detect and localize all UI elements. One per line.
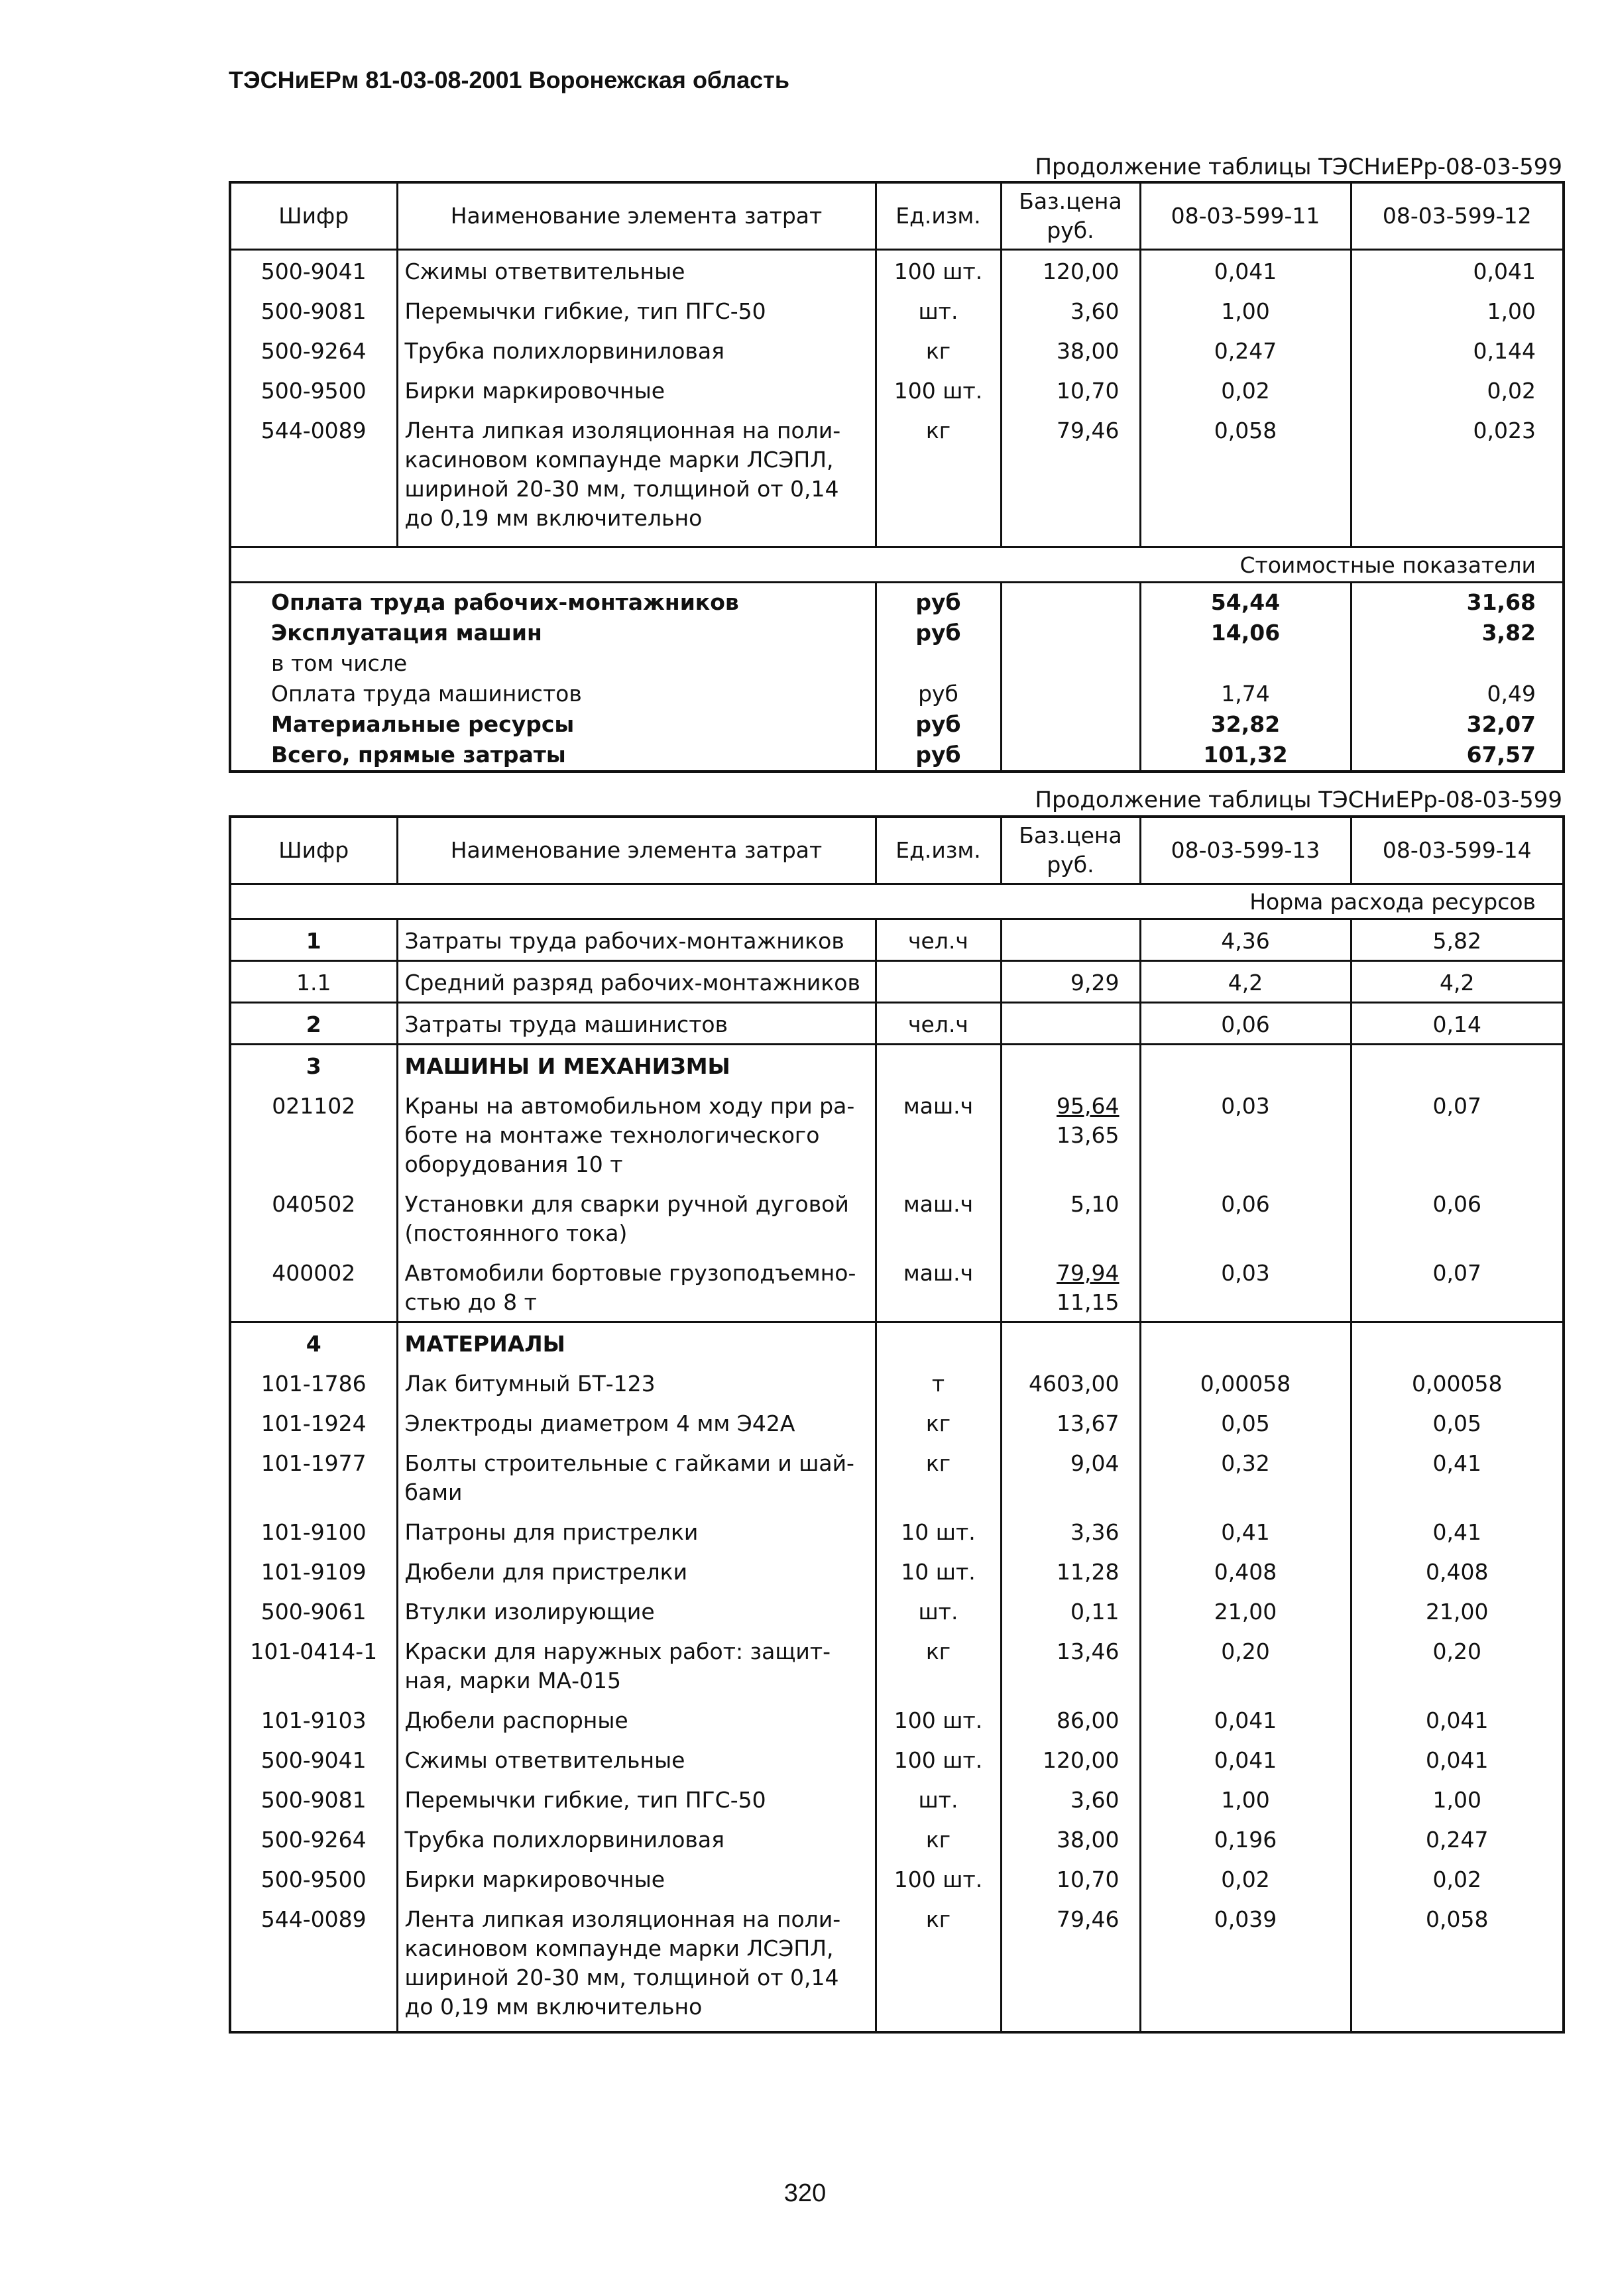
resource-price: [1001, 1252, 1140, 1322]
summary-value-11: [1140, 648, 1351, 679]
norm-value-14: 0,07: [1351, 1252, 1564, 1322]
table-row: [230, 1511, 1564, 1551]
resource-code: 500-9500: [230, 1859, 397, 1898]
table-row: [230, 1779, 1564, 1819]
price-value: 0,11: [1070, 1599, 1120, 1625]
norm-value-13: 0,41: [1140, 1511, 1351, 1551]
resource-price: [1001, 1591, 1140, 1631]
norm-value-13: 0,03: [1140, 1252, 1351, 1322]
resource-unit: кг: [876, 330, 1001, 370]
norm-value-14: 21,00: [1351, 1591, 1564, 1631]
summary-unit: руб: [876, 618, 1001, 648]
resource-name: Средний разряд рабочих-монтажников: [397, 961, 876, 1003]
resource-name: Болты строительные с гайками и шай- бами: [397, 1442, 876, 1511]
summary-unit: руб: [876, 709, 1001, 740]
price-value: 79,94: [1057, 1260, 1120, 1286]
resource-unit: т: [876, 1363, 1001, 1403]
norm-value-13: 0,408: [1140, 1551, 1351, 1591]
resource-norm-table-13-14: [229, 815, 1565, 2034]
table-row: [230, 1045, 1564, 1086]
table-row: [230, 1819, 1564, 1859]
resource-unit: кг: [876, 1403, 1001, 1442]
resource-name: Затраты труда рабочих-монтажников: [397, 919, 876, 961]
norm-value-14: 4,2: [1351, 961, 1564, 1003]
resource-unit: 10 шт.: [876, 1511, 1001, 1551]
norm-value-14: [1351, 1045, 1564, 1086]
norm-value-14: 0,41: [1351, 1511, 1564, 1551]
col-header-norm-14: 08-03-599-14: [1351, 817, 1564, 884]
summary-name: Всего, прямые затраты: [230, 740, 876, 772]
norm-value-12: 0,144: [1351, 330, 1564, 370]
summary-value-12: [1351, 648, 1564, 679]
table1-continuation-caption: Продолжение таблицы ТЭСНиЕРр-08-03-599: [1035, 154, 1562, 180]
summary-name: в том числе: [230, 648, 876, 679]
resource-code: 101-0414-1: [230, 1631, 397, 1699]
resource-unit: 100 шт.: [876, 1859, 1001, 1898]
resource-name: Лак битумный БТ-123: [397, 1363, 876, 1403]
resource-price: [1001, 1511, 1140, 1551]
resource-code: 101-1977: [230, 1442, 397, 1511]
summary-row: [230, 679, 1564, 709]
col-header-price: Баз.цена руб.: [1001, 817, 1140, 884]
table-row: [230, 1403, 1564, 1442]
table-row: [230, 1551, 1564, 1591]
resource-price: 3,60: [1001, 290, 1140, 330]
resource-name: Затраты труда машинистов: [397, 1003, 876, 1045]
table-row: [230, 1591, 1564, 1631]
col-header-name: Наименование элемента затрат: [397, 817, 876, 884]
summary-unit: руб: [876, 679, 1001, 709]
summary-price: [1001, 740, 1140, 772]
summary-name: Оплата труда рабочих-монтажников: [230, 583, 876, 618]
cost-table-11-12: [229, 181, 1565, 773]
table-row: [230, 330, 1564, 370]
summary-value-12: 67,57: [1351, 740, 1564, 772]
resource-unit: 100 шт.: [876, 1739, 1001, 1779]
resource-price: [1001, 1363, 1140, 1403]
summary-value-12: 0,49: [1351, 679, 1564, 709]
resource-price: [1001, 1045, 1140, 1086]
norm-value-12: 0,02: [1351, 370, 1564, 410]
table2-continuation-caption: Продолжение таблицы ТЭСНиЕРр-08-03-599: [1035, 787, 1562, 813]
resource-unit: чел.ч: [876, 919, 1001, 961]
norm-value-14: 0,058: [1351, 1898, 1564, 2032]
col-header-code: Шифр: [230, 182, 397, 250]
resource-code: 101-1924: [230, 1403, 397, 1442]
norm-value-11: 0,247: [1140, 330, 1351, 370]
resource-code: 3: [230, 1045, 397, 1086]
norm-value-13: 0,00058: [1140, 1363, 1351, 1403]
price-value: 9,29: [1070, 970, 1120, 996]
norm-value-14: 0,14: [1351, 1003, 1564, 1045]
price-value: 38,00: [1057, 1827, 1120, 1853]
summary-name: Оплата труда машинистов: [230, 679, 876, 709]
resource-name: Лента липкая изоляционная на поли- касиновом компаунде марки ЛСЭПЛ, шириной 20-30 мм, толщиной от 0,14 до 0,19 мм включительно: [397, 1898, 876, 2032]
resource-code: 500-9061: [230, 1591, 397, 1631]
resource-unit: маш.ч: [876, 1085, 1001, 1183]
norm-value-13: 1,00: [1140, 1779, 1351, 1819]
resource-unit: шт.: [876, 1591, 1001, 1631]
resource-price: [1001, 1322, 1140, 1363]
resource-unit: чел.ч: [876, 1003, 1001, 1045]
summary-value-12: 32,07: [1351, 709, 1564, 740]
resource-price: [1001, 961, 1140, 1003]
resource-code: 544-0089: [230, 1898, 397, 2032]
summary-value-11: 101,32: [1140, 740, 1351, 772]
norm-value-11: 1,00: [1140, 290, 1351, 330]
norm-value-14: 0,041: [1351, 1699, 1564, 1739]
page-title: ТЭСНиЕРм 81-03-08-2001 Воронежская область: [229, 66, 789, 93]
resource-name: МАТЕРИАЛЫ: [397, 1322, 876, 1363]
norm-label-row: [230, 884, 1564, 919]
page-number: 320: [783, 2179, 827, 2207]
resource-unit: кг: [876, 1819, 1001, 1859]
price-value: 11,28: [1057, 1559, 1120, 1585]
resource-name: Лента липкая изоляционная на поли- касиновом компаунде марки ЛСЭПЛ, шириной 20-30 мм, толщиной от 0,14 до 0,19 мм включительно: [397, 410, 876, 547]
machinist-wage-value: 11,15: [1057, 1289, 1120, 1315]
resource-code: 500-9500: [230, 370, 397, 410]
cost-indicators-label: Стоимостные показатели: [230, 547, 1564, 583]
resource-name: Сжимы ответвительные: [397, 250, 876, 291]
resource-code: 2: [230, 1003, 397, 1045]
resource-unit: [876, 1045, 1001, 1086]
table-row: [230, 1898, 1564, 2032]
summary-row: [230, 583, 1564, 618]
norm-value-13: 4,2: [1140, 961, 1351, 1003]
resource-unit: [876, 1322, 1001, 1363]
norm-value-14: 0,07: [1351, 1085, 1564, 1183]
norm-value-13: 0,32: [1140, 1442, 1351, 1511]
norm-value-12: 1,00: [1351, 290, 1564, 330]
table-header-row: [230, 182, 1564, 250]
table-row: [230, 1442, 1564, 1511]
table-row: [230, 1085, 1564, 1183]
table-row: [230, 290, 1564, 330]
resource-code: 500-9041: [230, 1739, 397, 1779]
resource-code: 400002: [230, 1252, 397, 1322]
table-row: [230, 1252, 1564, 1322]
norm-value-11: 0,058: [1140, 410, 1351, 547]
price-value: 86,00: [1057, 1707, 1120, 1733]
summary-unit: [876, 648, 1001, 679]
resource-code: 101-1786: [230, 1363, 397, 1403]
resource-unit: шт.: [876, 290, 1001, 330]
norm-value-13: 0,041: [1140, 1739, 1351, 1779]
table-row: [230, 1003, 1564, 1045]
table-row: [230, 370, 1564, 410]
resource-name: Дюбели распорные: [397, 1699, 876, 1739]
table-row: [230, 1699, 1564, 1739]
resource-name: Дюбели для пристрелки: [397, 1551, 876, 1591]
resource-price: [1001, 1003, 1140, 1045]
norm-value-13: 4,36: [1140, 919, 1351, 961]
norm-value-14: [1351, 1322, 1564, 1363]
norm-value-13: 21,00: [1140, 1591, 1351, 1631]
col-header-norm-12: 08-03-599-12: [1351, 182, 1564, 250]
table-row: [230, 1739, 1564, 1779]
resource-code: 1: [230, 919, 397, 961]
norm-value-14: 5,82: [1351, 919, 1564, 961]
summary-unit: руб: [876, 583, 1001, 618]
summary-price: [1001, 679, 1140, 709]
resource-price: [1001, 1085, 1140, 1183]
price-value: 120,00: [1043, 1747, 1120, 1773]
resource-price: [1001, 1859, 1140, 1898]
resource-code: 101-9100: [230, 1511, 397, 1551]
norm-value-14: 0,247: [1351, 1819, 1564, 1859]
machinist-wage-value: 13,65: [1057, 1122, 1120, 1148]
price-value: 10,70: [1057, 1866, 1120, 1892]
resource-name: Перемычки гибкие, тип ПГС-50: [397, 1779, 876, 1819]
summary-name: Материальные ресурсы: [230, 709, 876, 740]
summary-value-11: 54,44: [1140, 583, 1351, 618]
resource-price: 79,46: [1001, 410, 1140, 547]
resource-unit: 10 шт.: [876, 1551, 1001, 1591]
price-value: 13,46: [1057, 1638, 1120, 1664]
price-value: 95,64: [1057, 1093, 1120, 1119]
col-header-code: Шифр: [230, 817, 397, 884]
resource-unit: [876, 961, 1001, 1003]
col-header-norm-13: 08-03-599-13: [1140, 817, 1351, 884]
price-value: 3,36: [1070, 1519, 1120, 1545]
norm-value-13: 0,05: [1140, 1403, 1351, 1442]
norm-value-14: 0,00058: [1351, 1363, 1564, 1403]
price-value: 3,60: [1070, 1787, 1120, 1813]
col-header-norm-11: 08-03-599-11: [1140, 182, 1351, 250]
resource-norm-label: Норма расхода ресурсов: [230, 884, 1564, 919]
resource-unit: 100 шт.: [876, 1699, 1001, 1739]
norm-value-14: 0,20: [1351, 1631, 1564, 1699]
resource-code: 500-9081: [230, 1779, 397, 1819]
resource-price: [1001, 1631, 1140, 1699]
col-header-price: Баз.цена руб.: [1001, 182, 1140, 250]
resource-code: 500-9081: [230, 290, 397, 330]
resource-unit: кг: [876, 410, 1001, 547]
resource-unit: 100 шт.: [876, 250, 1001, 291]
resource-unit: кг: [876, 1631, 1001, 1699]
resource-price: [1001, 1442, 1140, 1511]
summary-value-12: 31,68: [1351, 583, 1564, 618]
table-row: [230, 1183, 1564, 1252]
resource-code: 500-9264: [230, 1819, 397, 1859]
resource-unit: шт.: [876, 1779, 1001, 1819]
resource-price: 10,70: [1001, 370, 1140, 410]
summary-price: [1001, 583, 1140, 618]
norm-value-13: [1140, 1322, 1351, 1363]
col-header-unit: Ед.изм.: [876, 817, 1001, 884]
col-header-name: Наименование элемента затрат: [397, 182, 876, 250]
price-value: 9,04: [1070, 1450, 1120, 1476]
summary-price: [1001, 709, 1140, 740]
summary-unit: руб: [876, 740, 1001, 772]
norm-value-14: 0,02: [1351, 1859, 1564, 1898]
resource-price: [1001, 1403, 1140, 1442]
summary-row: [230, 648, 1564, 679]
resource-name: Установки для сварки ручной дуговой (постоянного тока): [397, 1183, 876, 1252]
resource-price: [1001, 1183, 1140, 1252]
resource-code: 040502: [230, 1183, 397, 1252]
resource-name: Краски для наружных работ: защит- ная, марки МА-015: [397, 1631, 876, 1699]
norm-value-13: 0,02: [1140, 1859, 1351, 1898]
table-row: [230, 1631, 1564, 1699]
summary-row: [230, 709, 1564, 740]
norm-value-14: 0,408: [1351, 1551, 1564, 1591]
resource-price: [1001, 1898, 1140, 2032]
resource-name: Электроды диаметром 4 мм Э42А: [397, 1403, 876, 1442]
summary-row: [230, 618, 1564, 648]
table-row: [230, 1363, 1564, 1403]
resource-name: Трубка полихлорвиниловая: [397, 1819, 876, 1859]
resource-price: 38,00: [1001, 330, 1140, 370]
price-value: 13,67: [1057, 1410, 1120, 1436]
summary-value-11: 14,06: [1140, 618, 1351, 648]
norm-value-14: 0,41: [1351, 1442, 1564, 1511]
summary-price: [1001, 618, 1140, 648]
resource-name: Трубка полихлорвиниловая: [397, 330, 876, 370]
norm-value-13: 0,039: [1140, 1898, 1351, 2032]
resource-name: Сжимы ответвительные: [397, 1739, 876, 1779]
resource-code: 500-9041: [230, 250, 397, 291]
summary-name: Эксплуатация машин: [230, 618, 876, 648]
summary-value-11: 1,74: [1140, 679, 1351, 709]
resource-price: [1001, 1739, 1140, 1779]
resource-code: 021102: [230, 1085, 397, 1183]
resource-name: Патроны для пристрелки: [397, 1511, 876, 1551]
resource-code: 4: [230, 1322, 397, 1363]
resource-name: Втулки изолирующие: [397, 1591, 876, 1631]
resource-price: [1001, 1819, 1140, 1859]
table-row: [230, 919, 1564, 961]
resource-name: Перемычки гибкие, тип ПГС-50: [397, 290, 876, 330]
col-header-unit: Ед.изм.: [876, 182, 1001, 250]
resource-code: 101-9103: [230, 1699, 397, 1739]
resource-price: [1001, 1779, 1140, 1819]
resource-name: Краны на автомобильном ходу при ра- боте на монтаже технологического оборудования 10 т: [397, 1085, 876, 1183]
cost-indicators-label-row: [230, 547, 1564, 583]
norm-value-11: 0,02: [1140, 370, 1351, 410]
price-value: 5,10: [1070, 1191, 1120, 1217]
norm-value-13: [1140, 1045, 1351, 1086]
resource-price: [1001, 919, 1140, 961]
resource-code: 500-9264: [230, 330, 397, 370]
table-row: [230, 250, 1564, 291]
norm-value-14: 1,00: [1351, 1779, 1564, 1819]
resource-name: Автомобили бортовые грузоподъемно- стью до 8 т: [397, 1252, 876, 1322]
summary-value-12: 3,82: [1351, 618, 1564, 648]
resource-name: Бирки маркировочные: [397, 1859, 876, 1898]
norm-value-14: 0,05: [1351, 1403, 1564, 1442]
table-row: [230, 1322, 1564, 1363]
table-row: [230, 410, 1564, 547]
summary-row: [230, 740, 1564, 772]
resource-name: МАШИНЫ И МЕХАНИЗМЫ: [397, 1045, 876, 1086]
resource-unit: 100 шт.: [876, 370, 1001, 410]
norm-value-13: 0,20: [1140, 1631, 1351, 1699]
table-row: [230, 961, 1564, 1003]
resource-price: [1001, 1551, 1140, 1591]
norm-value-13: 0,03: [1140, 1085, 1351, 1183]
norm-value-14: 0,041: [1351, 1739, 1564, 1779]
norm-value-13: 0,196: [1140, 1819, 1351, 1859]
resource-unit: маш.ч: [876, 1183, 1001, 1252]
resource-unit: маш.ч: [876, 1252, 1001, 1322]
norm-value-14: 0,06: [1351, 1183, 1564, 1252]
norm-value-12: 0,041: [1351, 250, 1564, 291]
resource-code: 101-9109: [230, 1551, 397, 1591]
norm-value-11: 0,041: [1140, 250, 1351, 291]
resource-unit: кг: [876, 1442, 1001, 1511]
resource-price: [1001, 1699, 1140, 1739]
price-value: 79,46: [1057, 1906, 1120, 1932]
price-value: 4603,00: [1029, 1371, 1120, 1397]
resource-code: 1.1: [230, 961, 397, 1003]
table-header-row: [230, 817, 1564, 884]
resource-name: Бирки маркировочные: [397, 370, 876, 410]
resource-code: 544-0089: [230, 410, 397, 547]
table-row: [230, 1859, 1564, 1898]
summary-price: [1001, 648, 1140, 679]
norm-value-13: 0,041: [1140, 1699, 1351, 1739]
resource-price: 120,00: [1001, 250, 1140, 291]
norm-value-13: 0,06: [1140, 1183, 1351, 1252]
norm-value-13: 0,06: [1140, 1003, 1351, 1045]
summary-value-11: 32,82: [1140, 709, 1351, 740]
resource-unit: кг: [876, 1898, 1001, 2032]
norm-value-12: 0,023: [1351, 410, 1564, 547]
